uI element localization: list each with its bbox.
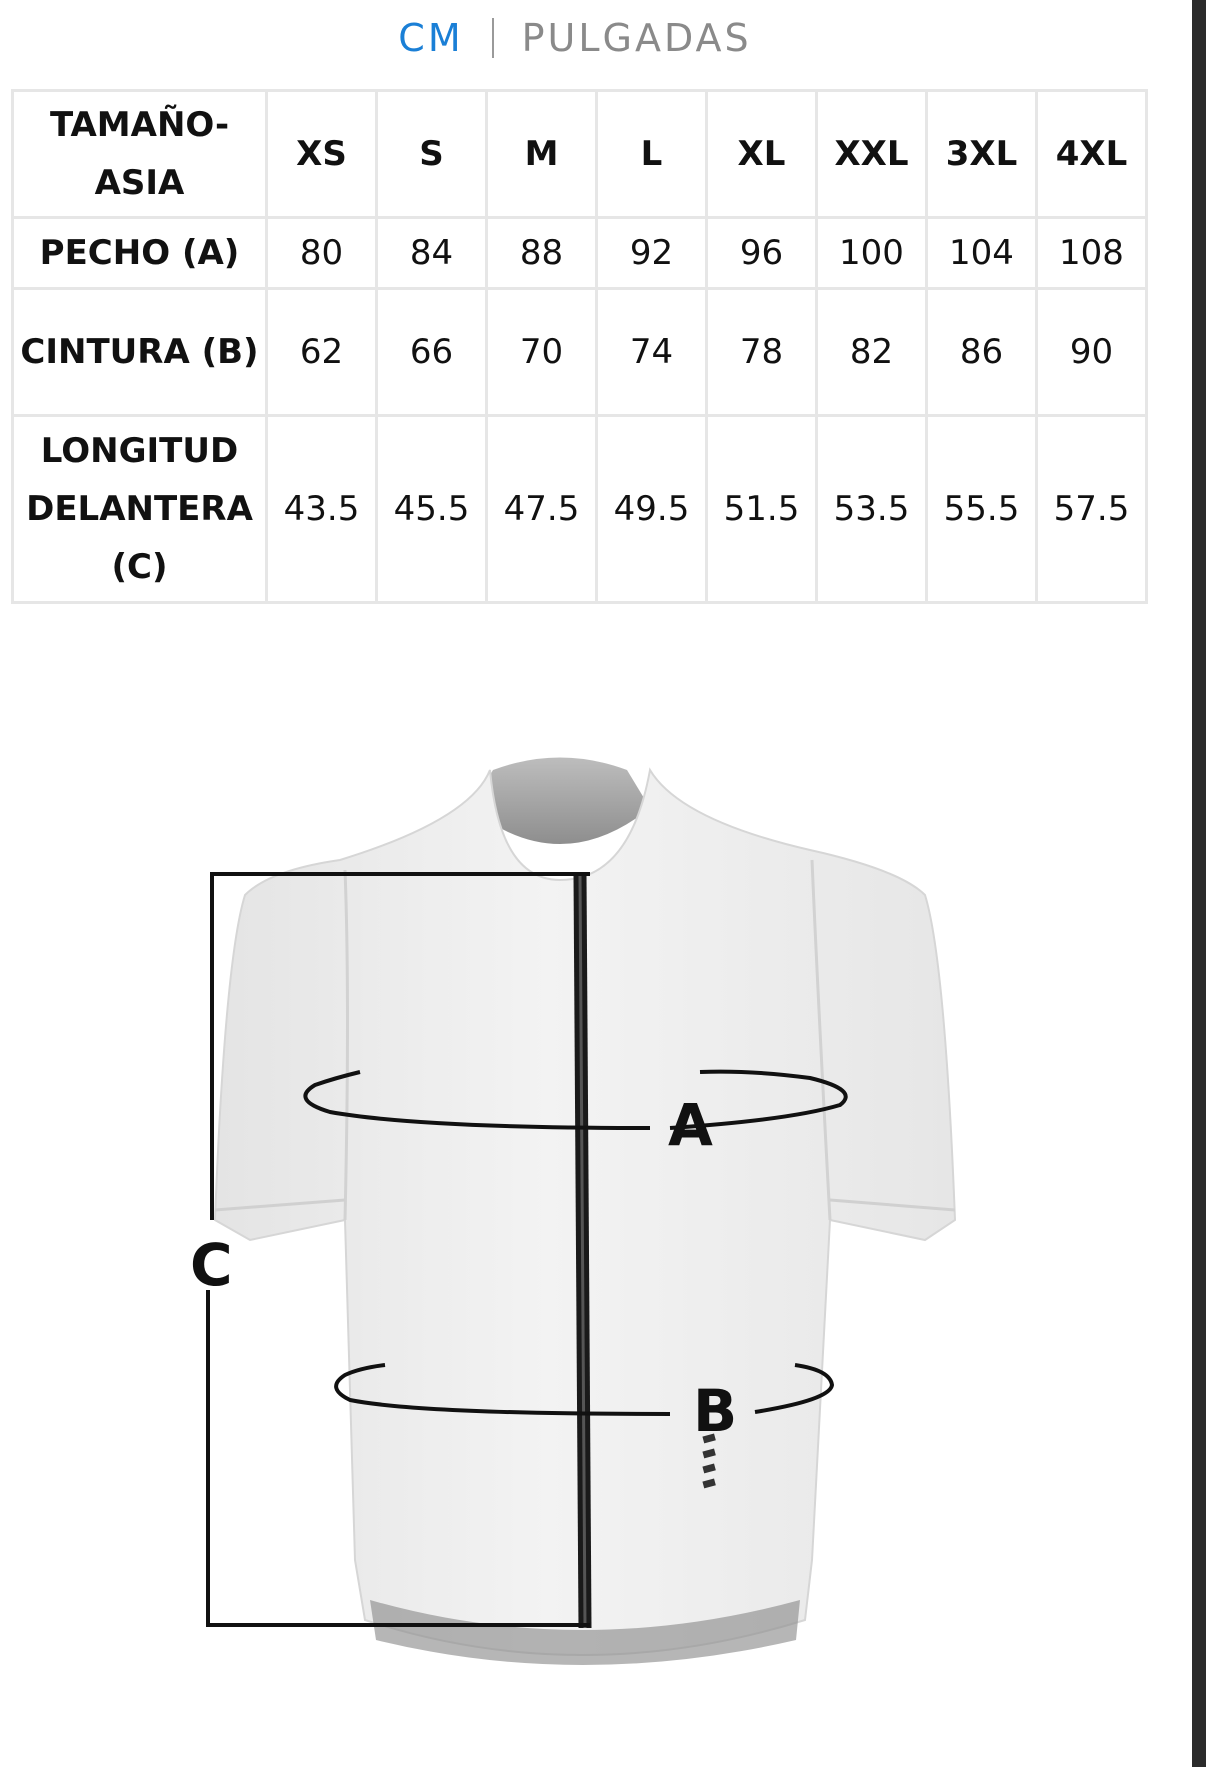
table-cell: 80 xyxy=(267,218,377,289)
size-s: S xyxy=(377,91,487,218)
table-cell: 100 xyxy=(817,218,927,289)
table-cell: 78 xyxy=(707,289,817,416)
table-cell: 92 xyxy=(597,218,707,289)
size-m: M xyxy=(487,91,597,218)
table-cell: 104 xyxy=(927,218,1037,289)
size-xxl: XXL xyxy=(817,91,927,218)
size-chart-table xyxy=(11,89,1148,604)
table-cell: 53.5 xyxy=(817,416,927,603)
unit-tab-inches[interactable]: PULGADAS xyxy=(521,16,752,60)
jersey-measurement-diagram xyxy=(0,700,1190,1767)
table-cell: 82 xyxy=(817,289,927,416)
table-row xyxy=(13,218,1147,289)
header-label: TAMAÑO- ASIA xyxy=(13,91,267,218)
label-b: B xyxy=(693,1377,738,1445)
row-label-chest: PECHO (A) xyxy=(13,218,267,289)
size-3xl: 3XL xyxy=(927,91,1037,218)
table-row xyxy=(13,416,1147,603)
table-cell: 55.5 xyxy=(927,416,1037,603)
table-cell: 47.5 xyxy=(487,416,597,603)
table-cell: 51.5 xyxy=(707,416,817,603)
row-label-front-length: LONGITUD DELANTERA (C) xyxy=(13,416,267,603)
table-cell: 84 xyxy=(377,218,487,289)
table-cell: 108 xyxy=(1037,218,1147,289)
unit-tab-cm[interactable]: CM xyxy=(398,16,464,60)
table-row xyxy=(13,289,1147,416)
table-cell: 70 xyxy=(487,289,597,416)
table-cell: 62 xyxy=(267,289,377,416)
table-cell: 90 xyxy=(1037,289,1147,416)
size-xs: XS xyxy=(267,91,377,218)
table-cell: 43.5 xyxy=(267,416,377,603)
row-label-waist: CINTURA (B) xyxy=(13,289,267,416)
label-c: C xyxy=(190,1231,233,1299)
table-cell: 49.5 xyxy=(597,416,707,603)
unit-toggle xyxy=(0,0,1150,76)
label-a: A xyxy=(668,1091,713,1159)
table-header-row xyxy=(13,91,1147,218)
table-cell: 45.5 xyxy=(377,416,487,603)
table-cell: 86 xyxy=(927,289,1037,416)
table-cell: 88 xyxy=(487,218,597,289)
scrollbar-edge xyxy=(1192,0,1206,1767)
size-xl: XL xyxy=(707,91,817,218)
table-cell: 57.5 xyxy=(1037,416,1147,603)
table-cell: 74 xyxy=(597,289,707,416)
table-cell: 96 xyxy=(707,218,817,289)
table-cell: 66 xyxy=(377,289,487,416)
unit-separator xyxy=(492,18,494,58)
size-4xl: 4XL xyxy=(1037,91,1147,218)
size-l: L xyxy=(597,91,707,218)
